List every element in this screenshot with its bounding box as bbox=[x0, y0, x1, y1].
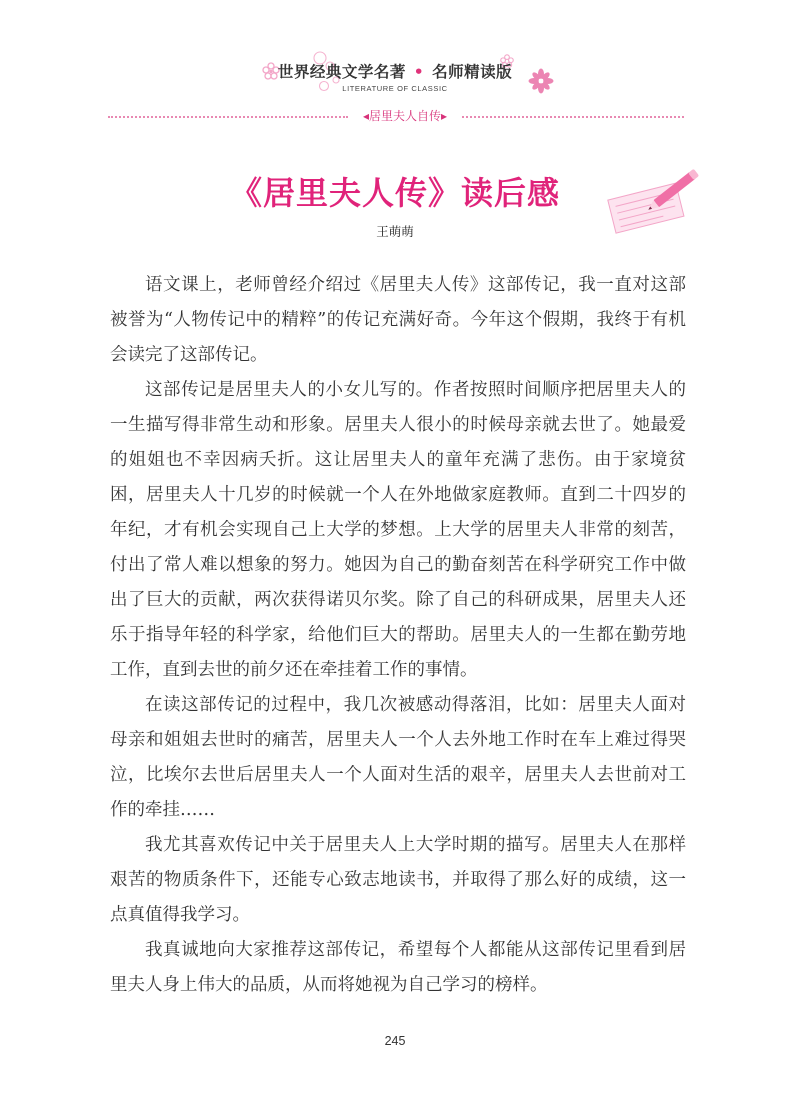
article-title: 《居里夫人传》读后感 bbox=[229, 174, 560, 212]
tag-right-bracket-icon: ▸ bbox=[441, 109, 448, 123]
paragraph: 我真诚地向大家推荐这部传记，希望每个人都能从这部传记里看到居里夫人身上伟大的品质，从而将她视为自己学习的榜样。 bbox=[110, 940, 686, 995]
series-subtitle: LITERATURE OF CLASSIC bbox=[342, 84, 448, 93]
series-title bbox=[0, 62, 790, 82]
book-title-tag bbox=[348, 108, 462, 124]
header-divider-right bbox=[462, 116, 684, 118]
series-title-separator: • bbox=[413, 63, 425, 81]
paragraph: 在读这部传记的过程中，我几次被感动得落泪，比如：居里夫人面对母亲和姐姐去世时的痛苦，居里夫人一个人去外地工作时在车上难过得哭泣，比埃尔去世后居里夫人一个人面对生活的艰辛，居里夫人去世前对工作的牵挂…… bbox=[110, 695, 686, 820]
page-number: 245 bbox=[384, 1034, 406, 1048]
book-tag-label: 居里夫人自传 bbox=[368, 109, 441, 123]
article-body bbox=[110, 268, 686, 1003]
tag-left-bracket-icon: ◂ bbox=[362, 109, 369, 123]
series-title-main: 世界经典文学名著 bbox=[277, 63, 406, 81]
paragraph: 语文课上，老师曾经介绍过《居里夫人传》这部传记，我一直对这部被誉为“人物传记中的精粹”的传记充满好奇。今年这个假期，我终于有机会读完了这部传记。 bbox=[110, 275, 686, 365]
paragraph: 这部传记是居里夫人的小女儿写的。作者按照时间顺序把居里夫人的一生描写得非常生动和形象。居里夫人很小的时候母亲就去世了。她最爱的姐姐也不幸因病夭折。这让居里夫人的童年充满了悲伤。由于家境贫困，居里夫人十几岁的时候就一个人在外地做家庭教师。直到二十四岁的年纪，才有机会实现自己上大学的梦想。上大学的居里夫人非常的刻苦，付出了常人难以想象的努力。她因为自己的勤奋刻苦在科学研究工作中做出了巨大的贡献，两次获得诺贝尔奖。除了自己的科研成果，居里夫人还乐于指导年轻的科学家，给他们巨大的帮助。居里夫人的一生都在勤劳地工作，直到去世的前夕还在牵挂着工作的事情。 bbox=[110, 380, 686, 680]
article-author: 王萌萌 bbox=[376, 224, 414, 239]
paragraph: 我尤其喜欢传记中关于居里夫人上大学时期的描写。居里夫人在那样艰苦的物质条件下，还能专心致志地读书，并取得了那么好的成绩，这一点真值得我学习。 bbox=[110, 835, 686, 925]
series-title-edition: 名师精读版 bbox=[432, 63, 513, 81]
header-divider-left bbox=[108, 116, 348, 118]
